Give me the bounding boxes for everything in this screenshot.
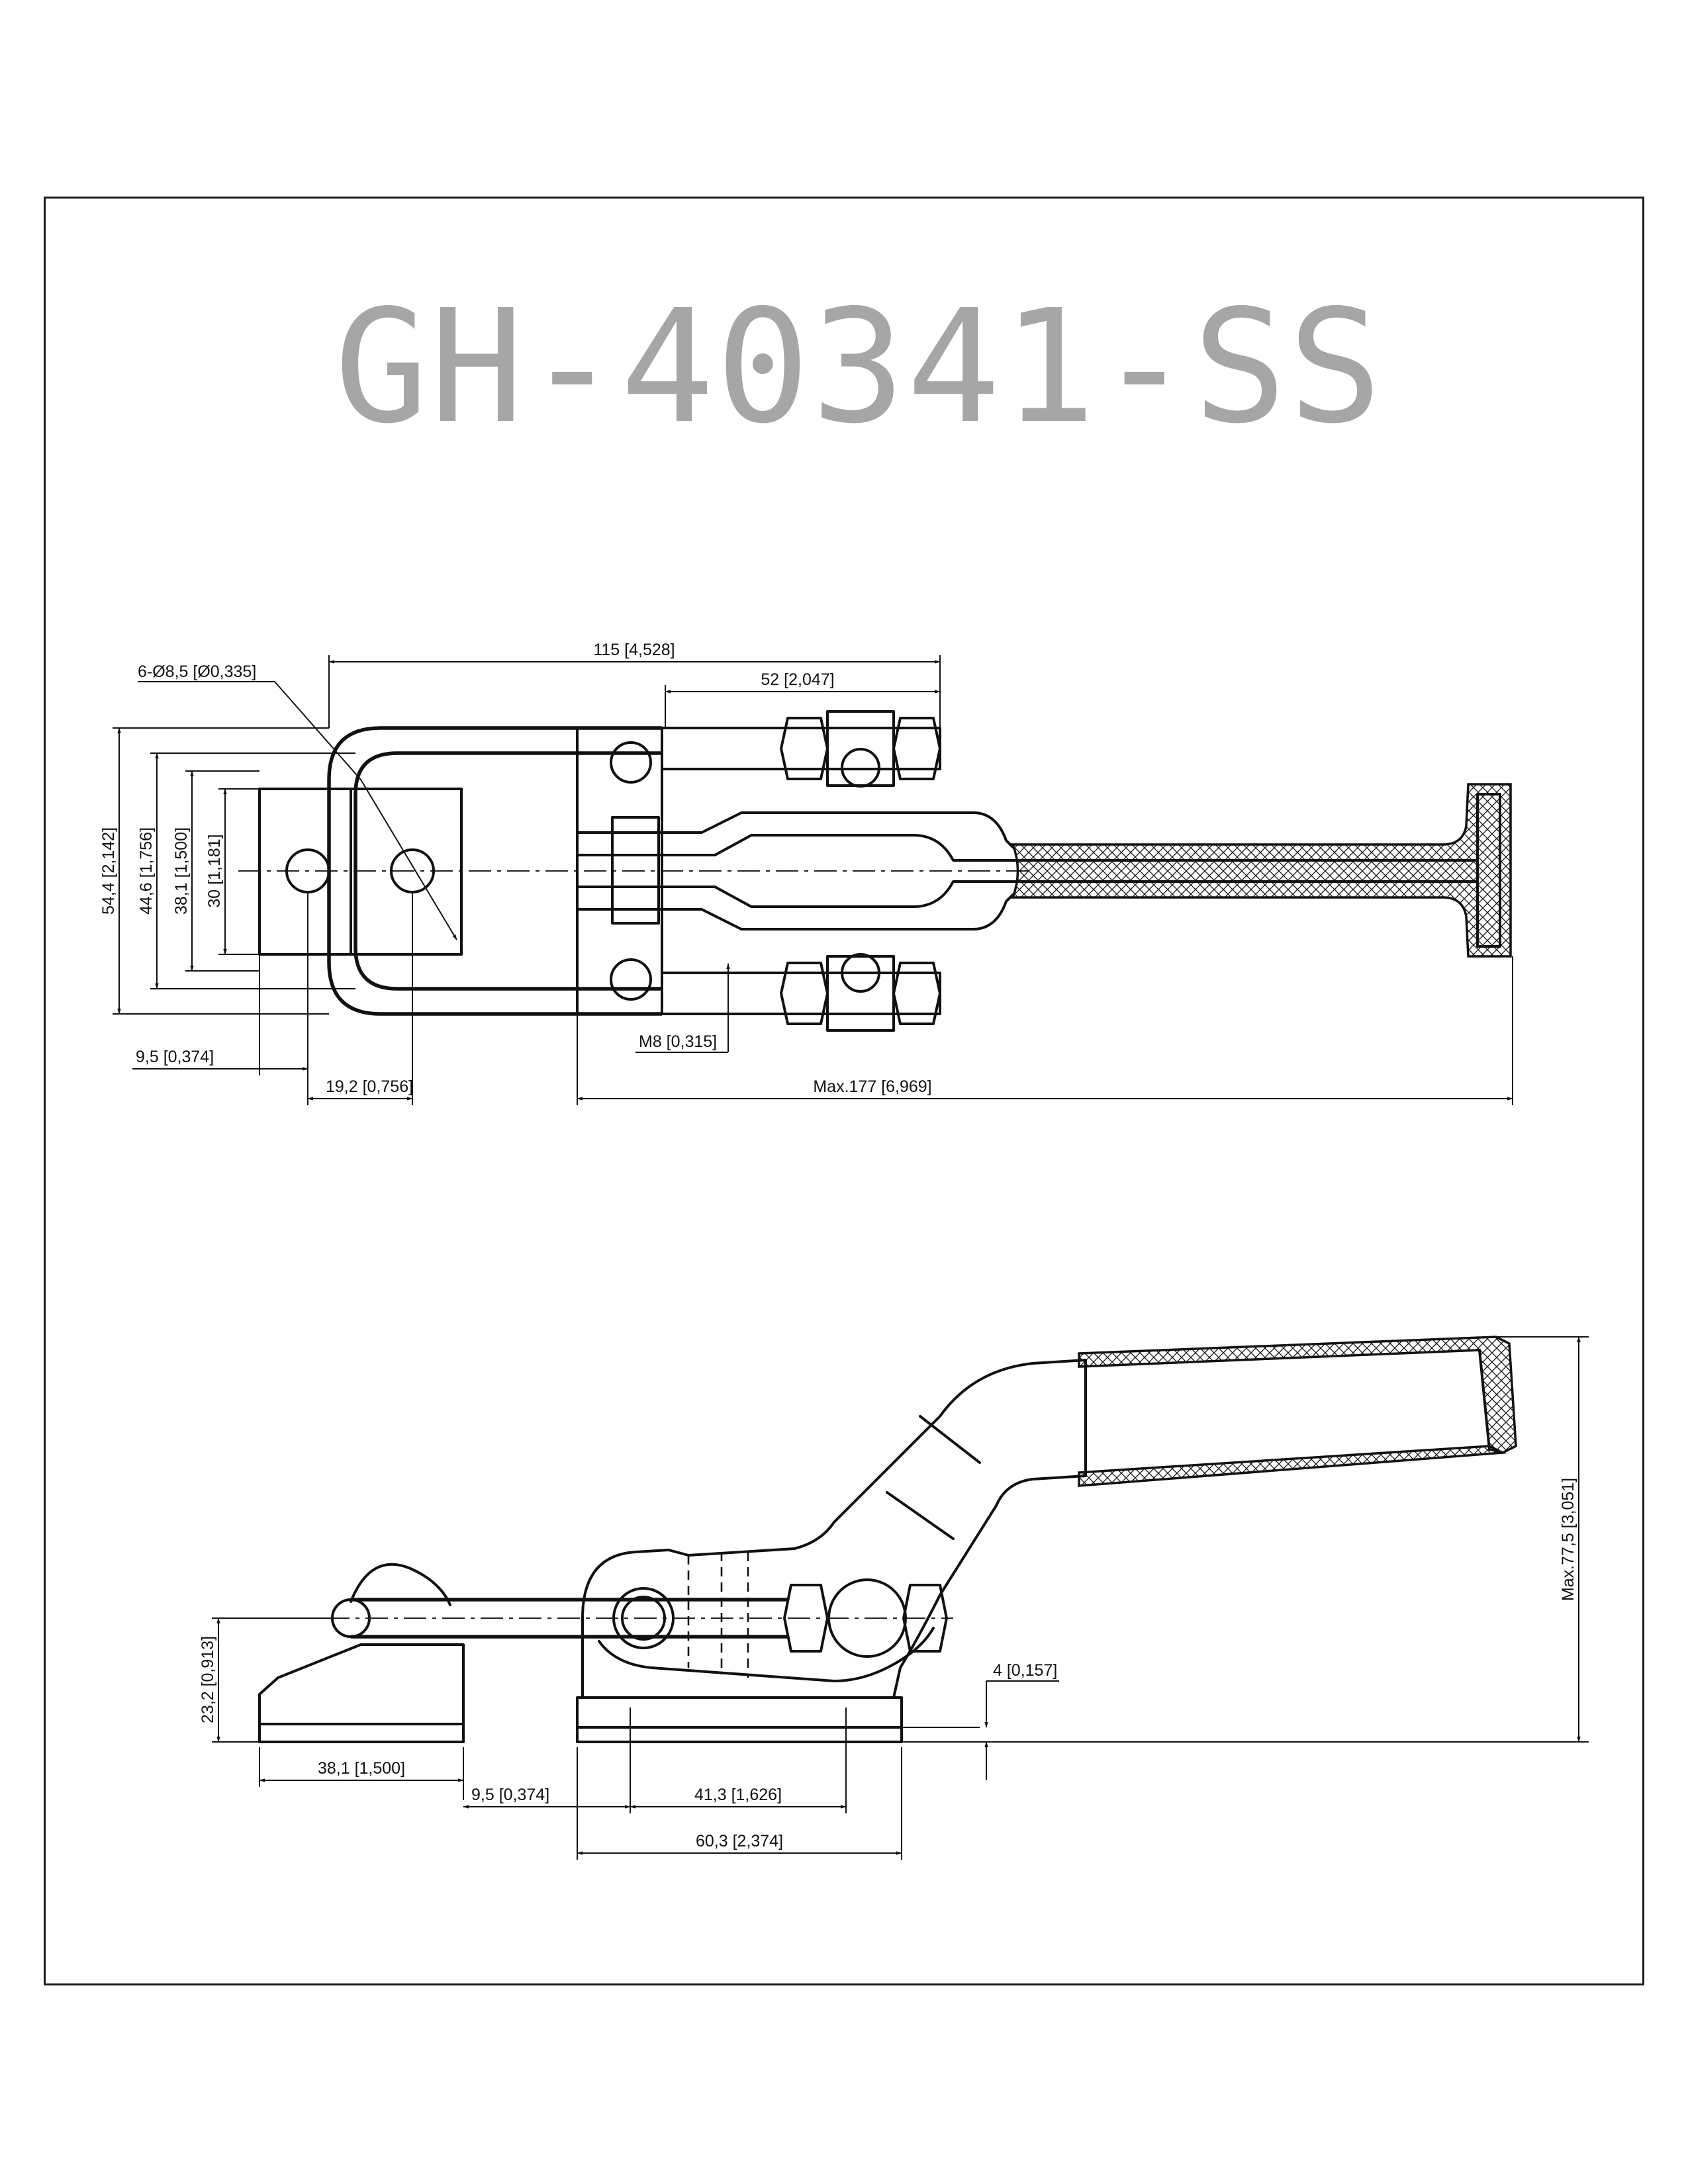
dim-177: Max.177 [6,969]	[813, 1077, 932, 1096]
dim-77: Max.77,5 [3,051]	[1559, 1477, 1577, 1602]
body-hole-top	[611, 743, 651, 782]
dim-9: 9,5 [0,374]	[136, 1048, 214, 1066]
dim-41: 41,3 [1,626]	[694, 1786, 782, 1804]
handle-bend-1	[920, 1416, 980, 1463]
dim-38: 38,1 [1,500]	[172, 827, 191, 915]
hole-leader	[361, 780, 457, 940]
handle-body-outline	[583, 1360, 1086, 1698]
handle-grip	[1013, 784, 1511, 956]
lower-block	[827, 956, 894, 1030]
handle-inner-upper	[577, 835, 1013, 860]
dim-9-side: 9,5 [0,374]	[471, 1786, 550, 1804]
handle-bend-2	[887, 1492, 953, 1539]
dim-44: 44,6 [1,756]	[137, 827, 156, 915]
body-hole-bottom	[611, 960, 651, 999]
upper-rod	[662, 728, 940, 769]
dim-30: 30 [1,181]	[205, 834, 224, 908]
dim-38-side: 38,1 [1,500]	[317, 1759, 406, 1778]
dim-54: 54,4 [2,142]	[99, 827, 118, 915]
dim-52: 52 [2,047]	[761, 670, 835, 689]
holes-leader-d	[275, 682, 361, 780]
dim-4: 4 [0,157]	[993, 1661, 1058, 1680]
dim-19: 19,2 [0,756]	[326, 1077, 414, 1096]
dim-holes: 6-Ø8,5 [Ø0,335]	[138, 662, 257, 681]
catch-side	[259, 1645, 463, 1742]
clamp-base	[577, 1698, 902, 1742]
dim-23: 23,2 [0,913]	[199, 1635, 217, 1724]
top-view	[99, 641, 1513, 1105]
handle-inner-lower	[577, 882, 1013, 907]
side-view	[199, 1337, 1589, 1860]
lower-rod	[662, 973, 940, 1014]
model-title: GH-40341-SS	[334, 276, 1383, 458]
dim-115: 115 [4,528]	[593, 641, 675, 659]
dim-m8: M8 [0,315]	[639, 1032, 718, 1051]
dim-60: 60,3 [2,374]	[695, 1832, 784, 1850]
side-grip-bottom	[1079, 1446, 1503, 1486]
side-grip-top	[1079, 1337, 1516, 1453]
